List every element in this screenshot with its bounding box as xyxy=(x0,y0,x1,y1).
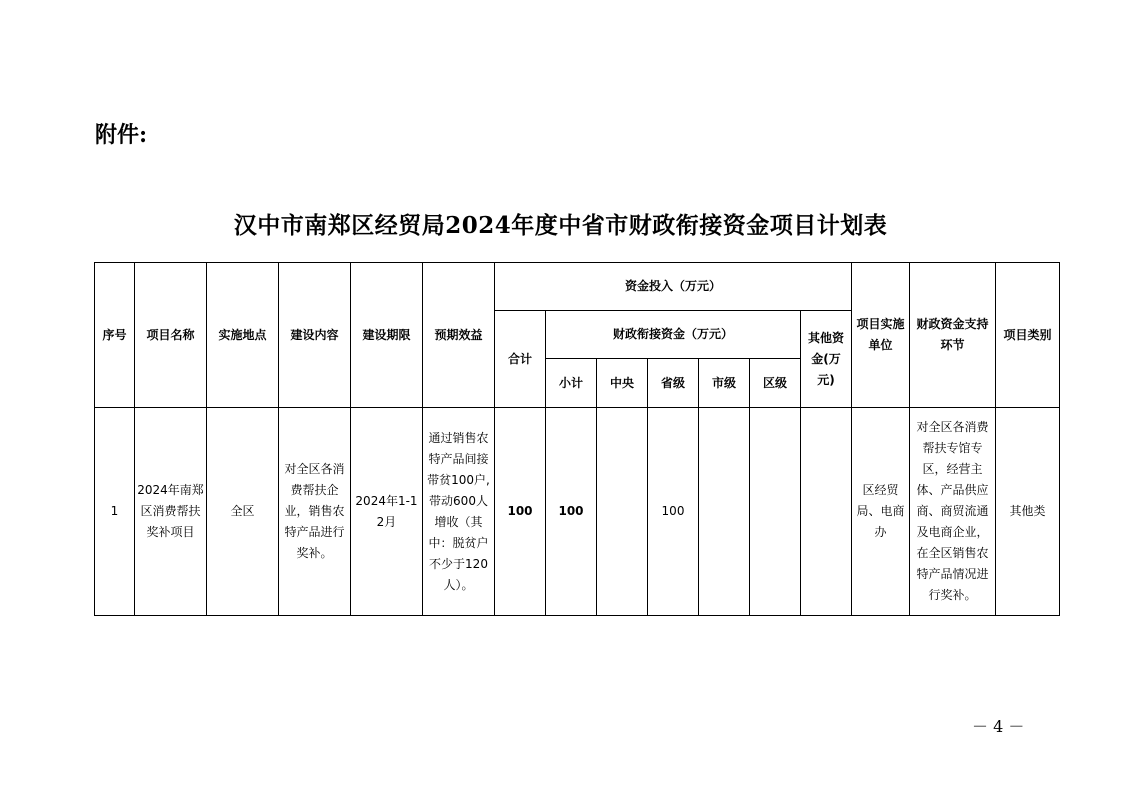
header-support: 财政资金支持环节 xyxy=(910,263,996,408)
header-row-1 xyxy=(95,263,1060,311)
cell-content: 对全区各消费帮扶企业，销售农特产品进行奖补。 xyxy=(279,408,351,616)
cell-location: 全区 xyxy=(207,408,279,616)
cell-district xyxy=(750,408,801,616)
cell-provincial: 100 xyxy=(648,408,699,616)
project-plan-table xyxy=(94,262,1060,616)
cell-total: 100 xyxy=(495,408,546,616)
header-funds-input: 资金投入（万元） xyxy=(495,263,852,311)
header-fiscal-funds: 财政衔接资金（万元） xyxy=(546,311,801,359)
header-benefit: 预期效益 xyxy=(423,263,495,408)
cell-seq: 1 xyxy=(95,408,135,616)
attachment-label: 附件: xyxy=(95,122,148,148)
page-number: － 4 － xyxy=(972,717,1025,736)
table-row xyxy=(95,408,1060,616)
cell-other-funds xyxy=(801,408,852,616)
cell-municipal xyxy=(699,408,750,616)
header-central: 中央 xyxy=(597,359,648,408)
header-period: 建设期限 xyxy=(351,263,423,408)
header-project-name: 项目名称 xyxy=(135,263,207,408)
header-seq: 序号 xyxy=(95,263,135,408)
header-category: 项目类别 xyxy=(996,263,1060,408)
cell-support: 对全区各消费帮扶专馆专区，经营主体、产品供应商、商贸流通及电商企业，在全区销售农特产品情况进行奖补。 xyxy=(910,408,996,616)
header-provincial: 省级 xyxy=(648,359,699,408)
header-district: 区级 xyxy=(750,359,801,408)
header-unit: 项目实施单位 xyxy=(852,263,910,408)
cell-benefit: 通过销售农特产品间接带贫100户,带动600人增收（其中：脱贫户不少于120人）。 xyxy=(423,408,495,616)
header-total: 合计 xyxy=(495,311,546,408)
cell-category: 其他类 xyxy=(996,408,1060,616)
cell-central xyxy=(597,408,648,616)
header-municipal: 市级 xyxy=(699,359,750,408)
header-content: 建设内容 xyxy=(279,263,351,408)
header-other-funds: 其他资金(万元) xyxy=(801,311,852,408)
cell-period: 2024年1-12月 xyxy=(351,408,423,616)
header-location: 实施地点 xyxy=(207,263,279,408)
header-subtotal: 小计 xyxy=(546,359,597,408)
cell-subtotal: 100 xyxy=(546,408,597,616)
cell-project-name: 2024年南郑区消费帮扶奖补项目 xyxy=(135,408,207,616)
page-title: 汉中市南郑区经贸局2024年度中省市财政衔接资金项目计划表 xyxy=(233,212,888,239)
cell-unit: 区经贸局、电商办 xyxy=(852,408,910,616)
